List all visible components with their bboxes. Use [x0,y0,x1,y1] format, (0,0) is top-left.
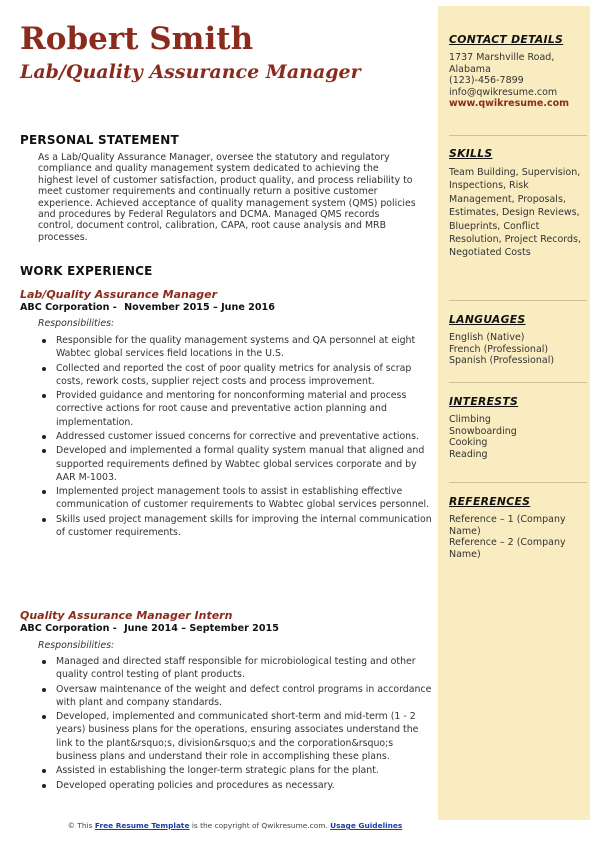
list-item: Developed, implemented and communicated short-term and mid-term (1 - 2 years) business plans for the operations, ensuring associates understand the link to the plant&rsquo;s, division&rsquo;s and the corporation&rsquo;s business plans and understand their role in accomplishing these plans. [56,710,432,763]
footer-copyright-text: is the copyright of Qwikresume.com. [191,821,328,830]
resume-header [20,18,415,84]
interests-section [449,395,587,460]
work-experience-heading: WORK EXPERIENCE [20,264,153,278]
candidate-role: Lab/Quality Assurance Manager [20,61,361,83]
responsibilities-label: Responsibilities: [38,640,115,651]
list-item: Responsible for the quality management systems and QA personnel at eight Wabtec global services field locations in the U.S. [56,334,432,360]
usage-guidelines-link[interactable]: Usage Guidelines [330,821,403,830]
address-line: 1737 Marshville Road, [449,52,555,63]
skills-heading: SKILLS [449,147,493,160]
job-company: ABC Corporation - [20,302,117,313]
contact-heading: CONTACT DETAILS [449,33,564,46]
interests-heading: INTERESTS [449,395,519,408]
job-company-line [20,623,279,634]
list-item: Reference – 1 (Company Name) [449,514,566,537]
email-address: info@qwikresume.com [449,86,558,98]
list-item: Skills used project management skills for improving the internal communication of customer requirements. [56,513,432,538]
responsibilities-list [38,334,432,540]
list-item: Assisted in establishing the longer-term strategic plans for the plant. [56,764,432,777]
free-resume-template-link[interactable]: Free Resume Template [94,821,190,830]
section-divider [449,482,587,483]
skills-text: Team Building, Supervision, Inspections, Risk Management, Proposals, Estimates, Design Reviews, Blueprints, Conflict Resolution, Project Records, Negotiated Costs [449,167,581,259]
candidate-name: Robert Smith [20,21,254,57]
list-item: Reading [449,448,488,460]
job-company: ABC Corporation - [20,623,117,634]
personal-statement-text: As a Lab/Quality Assurance Manager, oversee the statutory and regulatory compliance and quality management system dedicated to achieving the highest level of customer satisfaction, product quality, and process reliability to meet customer requirements and continually return a positive customer experience. Achieved acceptance of quality management system (QMS) policies and procedures by Federal Regulators and DCMA. Managed QMS records control, document control, calibration, CAPA, root cause analysis and MRB processes. [38,152,416,243]
list-item: Addressed customer issued concerns for corrective and preventative actions. [56,430,432,443]
list-item: English (Native) [449,332,525,343]
footer-prefix: © This [67,821,93,830]
job-dates: November 2015 – June 2016 [124,302,275,313]
skills-section [449,147,587,260]
list-item: Climbing [449,414,491,425]
list-item: Developed operating policies and procedures as necessary. [56,779,432,792]
section-divider [449,135,587,136]
list-item: French (Professional) [449,343,549,355]
list-item: Cooking [449,437,488,448]
sidebar [438,6,590,820]
phone-number: (123)-456-7899 [449,75,524,86]
list-item: Implemented project management tools to assist in establishing effective communication of customer requirements to Wabtec global services personnel. [56,485,432,511]
job-title: Quality Assurance Manager Intern [20,609,233,622]
references-heading: REFERENCES [449,495,531,508]
references-section [449,495,587,560]
languages-section [449,313,587,367]
section-divider [449,300,587,301]
list-item: Snowboarding [449,425,517,437]
website-link[interactable]: www.qwikresume.com [449,98,570,109]
responsibilities-label: Responsibilities: [38,318,115,329]
list-item: Managed and directed staff responsible for microbiological testing and other quality control testing of plant products. [56,655,432,681]
languages-heading: LANGUAGES [449,313,526,326]
job-dates: June 2014 – September 2015 [124,623,279,634]
list-item: Developed and implemented a formal quality system manual that aligned and supported requirements defined by Wabtec global services corporate and by AAR M-1003. [56,444,432,484]
list-item: Reference – 2 (Company Name) [449,537,566,560]
list-item: Collected and reported the cost of poor quality metrics for analysis of scrap costs, rework costs, supplier reject costs and process improvement. [56,362,432,388]
list-item: Provided guidance and mentoring for nonconforming material and process corrective actions for root cause and preventative action planning and implementation. [56,389,432,429]
job-company-line [20,302,275,313]
footer [0,821,470,831]
personal-statement-heading: PERSONAL STATEMENT [20,133,179,147]
section-divider [449,382,587,383]
address-line: Alabama [449,63,491,75]
list-item: Oversaw maintenance of the weight and defect control programs in accordance with plant and company standards. [56,683,432,708]
job-title: Lab/Quality Assurance Manager [20,288,218,301]
contact-section [449,33,587,110]
responsibilities-list [38,655,432,793]
list-item: Spanish (Professional) [449,355,555,366]
